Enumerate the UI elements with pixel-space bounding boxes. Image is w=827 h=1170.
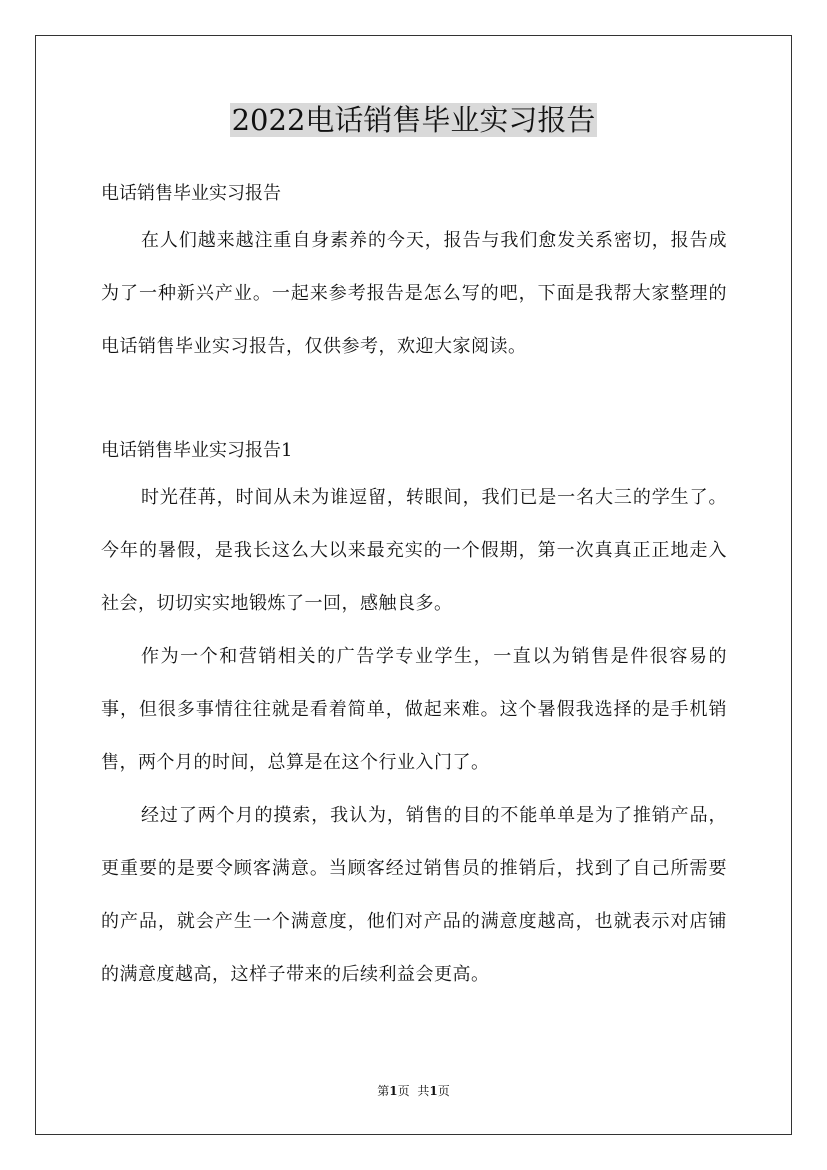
document-body xyxy=(101,174,727,1001)
section-spacer xyxy=(101,373,727,431)
intro-heading: 电话销售毕业实习报告 xyxy=(101,183,281,204)
footer-page-prefix: 第 xyxy=(377,1084,390,1098)
section-1-paragraph-1: 时光荏苒，时间从未为谁逗留，转眼间，我们已是一名大三的学生了。今年的暑假，是我长这么大以来最充实的一个假期，第一次真真正正地走入社会，切切实实地锻炼了一回，感触良多。 xyxy=(101,487,727,614)
document-title-text: 2022电话销售毕业实习报告 xyxy=(231,103,596,137)
footer-total-number: 1 xyxy=(429,1084,438,1098)
footer-total-suffix: 页 xyxy=(437,1084,450,1098)
footer-page-number: 1 xyxy=(389,1084,398,1098)
section-1-heading: 电话销售毕业实习报告1 xyxy=(101,440,293,461)
intro-paragraph: 在人们越来越注重自身素养的今天，报告与我们愈发关系密切，报告成为了一种新兴产业。一起来参考报告是怎么写的吧，下面是我帮大家整理的电话销售毕业实习报告，仅供参考，欢迎大家阅读。 xyxy=(101,230,727,357)
document-title xyxy=(0,98,827,142)
section-1-paragraph-3: 经过了两个月的摸索，我认为，销售的目的不能单单是为了推销产品，更重要的是要令顾客满意。当顾客经过销售员的推销后，找到了自己所需要的产品，就会产生一个满意度，他们对产品的满意度越高，也就表示对店铺的满意度越高，这样子带来的后续利益会更高。 xyxy=(101,805,727,985)
page-footer xyxy=(0,1082,827,1100)
footer-total-prefix: 共 xyxy=(417,1084,430,1098)
footer-page-suffix: 页 xyxy=(397,1084,410,1098)
section-1-paragraph-2: 作为一个和营销相关的广告学专业学生，一直以为销售是件很容易的事，但很多事情往往就是看着简单，做起来难。这个暑假我选择的是手机销售，两个月的时间，总算是在这个行业入门了。 xyxy=(101,646,727,773)
